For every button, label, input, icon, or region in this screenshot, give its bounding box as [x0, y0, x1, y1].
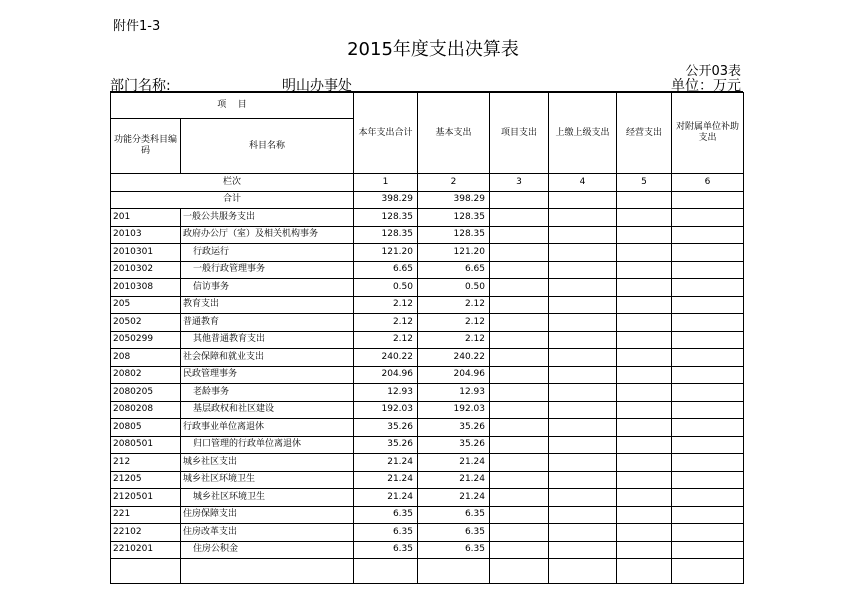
table-row [111, 384, 744, 402]
row-upper-remit [549, 489, 617, 507]
header-subject: 科目名称 [181, 119, 354, 174]
row-upper-remit [549, 524, 617, 542]
row-subject-name: 一般公共服务支出 [181, 209, 354, 227]
row-code: 2210201 [111, 541, 181, 559]
table-row [111, 524, 744, 542]
row-code: 2050299 [111, 331, 181, 349]
row-subject-name: 普通教育 [181, 314, 354, 332]
row-code: 2080205 [111, 384, 181, 402]
row-project-expense [490, 314, 549, 332]
table-row [111, 401, 744, 419]
table-row [111, 366, 744, 384]
column-number: 1 [354, 174, 418, 192]
row-total: 2.12 [354, 314, 418, 332]
row-subject-name: 住房公积金 [181, 541, 354, 559]
row-code: 2120501 [111, 489, 181, 507]
row-subject-name: 城乡社区环境卫生 [181, 489, 354, 507]
table-row [111, 314, 744, 332]
row-project-expense [490, 506, 549, 524]
row-upper-remit [549, 384, 617, 402]
row-total: 21.24 [354, 471, 418, 489]
row-upper-remit [549, 436, 617, 454]
row-upper-remit [549, 279, 617, 297]
row-subsidy [672, 331, 744, 349]
table-row [111, 471, 744, 489]
row-subsidy [672, 209, 744, 227]
expenditure-table [110, 92, 744, 584]
column-number: 6 [672, 174, 744, 192]
row-basic: 21.24 [418, 489, 490, 507]
row-basic: 21.24 [418, 454, 490, 472]
header-business: 经营支出 [617, 93, 672, 174]
header-upper-remit: 上缴上级支出 [549, 93, 617, 174]
row-subject-name: 老龄事务 [181, 384, 354, 402]
row-total: 121.20 [354, 244, 418, 262]
row-subsidy [672, 261, 744, 279]
row-total: 192.03 [354, 401, 418, 419]
table-row [111, 296, 744, 314]
row-total: 12.93 [354, 384, 418, 402]
row-code: 20805 [111, 419, 181, 437]
row-business [617, 454, 672, 472]
table-row [111, 261, 744, 279]
row-upper-remit [549, 401, 617, 419]
row-basic: 6.65 [418, 261, 490, 279]
column-number-label: 栏次 [111, 174, 354, 192]
row-project-expense [490, 209, 549, 227]
row-business [617, 261, 672, 279]
department-name: 明山办事处 [282, 78, 352, 94]
row-upper-remit [549, 261, 617, 279]
row-total: 128.35 [354, 209, 418, 227]
row-subject-name: 行政运行 [181, 244, 354, 262]
row-business [617, 226, 672, 244]
row-business [617, 489, 672, 507]
row-total: 6.35 [354, 524, 418, 542]
row-code: 2080208 [111, 401, 181, 419]
table-row [111, 489, 744, 507]
row-basic: 35.26 [418, 419, 490, 437]
row-business [617, 349, 672, 367]
row-code: 20802 [111, 366, 181, 384]
row-subsidy [672, 489, 744, 507]
row-basic: 121.20 [418, 244, 490, 262]
row-project-expense [490, 384, 549, 402]
row-total: 35.26 [354, 436, 418, 454]
unit-label: 单位：万元 [671, 78, 741, 94]
row-project-expense [490, 454, 549, 472]
row-upper-remit [549, 226, 617, 244]
row-subsidy [672, 314, 744, 332]
row-code: 2010301 [111, 244, 181, 262]
row-project-expense [490, 419, 549, 437]
row-code: 2010308 [111, 279, 181, 297]
total-label: 合计 [111, 191, 354, 209]
row-total: 240.22 [354, 349, 418, 367]
row-total: 2.12 [354, 296, 418, 314]
row-basic: 2.12 [418, 331, 490, 349]
row-code: 22102 [111, 524, 181, 542]
row-basic: 6.35 [418, 506, 490, 524]
department-label: 部门名称: [110, 78, 171, 94]
row-upper-remit [549, 541, 617, 559]
row-basic: 204.96 [418, 366, 490, 384]
row-code: 201 [111, 209, 181, 227]
row-code: 2080501 [111, 436, 181, 454]
row-business [617, 541, 672, 559]
row-business [617, 471, 672, 489]
row-subsidy [672, 349, 744, 367]
row-basic: 35.26 [418, 436, 490, 454]
row-subject-name: 行政事业单位离退休 [181, 419, 354, 437]
row-business [617, 401, 672, 419]
row-project-expense [490, 331, 549, 349]
row-total: 0.50 [354, 279, 418, 297]
row-subsidy [672, 454, 744, 472]
row-basic: 2.12 [418, 296, 490, 314]
table-row [111, 226, 744, 244]
row-project-expense [490, 366, 549, 384]
table-row [111, 454, 744, 472]
row-project-expense [490, 489, 549, 507]
table-row [111, 279, 744, 297]
row-business [617, 209, 672, 227]
row-code: 221 [111, 506, 181, 524]
row-subsidy [672, 471, 744, 489]
page-title: 2015年度支出决算表 [347, 39, 519, 60]
column-number: 4 [549, 174, 617, 192]
row-upper-remit [549, 349, 617, 367]
row-subject-name: 信访事务 [181, 279, 354, 297]
row-project-expense [490, 401, 549, 419]
column-number-row [111, 174, 744, 192]
row-upper-remit [549, 366, 617, 384]
table-row [111, 541, 744, 559]
row-subsidy [672, 279, 744, 297]
row-business [617, 331, 672, 349]
row-code: 20502 [111, 314, 181, 332]
row-subsidy [672, 436, 744, 454]
row-subject-name: 教育支出 [181, 296, 354, 314]
row-project-expense [490, 436, 549, 454]
row-upper-remit [549, 314, 617, 332]
row-project-expense [490, 541, 549, 559]
row-basic: 6.35 [418, 524, 490, 542]
header-project: 项 目 [111, 93, 354, 119]
row-business [617, 524, 672, 542]
row-total: 6.65 [354, 261, 418, 279]
row-upper-remit [549, 419, 617, 437]
attachment-label: 附件1-3 [113, 19, 161, 34]
row-upper-remit [549, 209, 617, 227]
row-basic: 12.93 [418, 384, 490, 402]
row-total: 2.12 [354, 331, 418, 349]
row-subject-name: 归口管理的行政单位离退休 [181, 436, 354, 454]
row-basic: 240.22 [418, 349, 490, 367]
row-subsidy [672, 506, 744, 524]
row-business [617, 366, 672, 384]
row-business [617, 436, 672, 454]
row-code: 2010302 [111, 261, 181, 279]
header-code: 功能分类科目编码 [111, 119, 181, 174]
row-business [617, 244, 672, 262]
header-row-1 [111, 93, 744, 119]
row-upper-remit [549, 471, 617, 489]
row-subject-name: 民政管理事务 [181, 366, 354, 384]
column-number: 3 [490, 174, 549, 192]
row-business [617, 419, 672, 437]
row-subsidy [672, 366, 744, 384]
row-project-expense [490, 296, 549, 314]
table-row [111, 419, 744, 437]
row-basic: 0.50 [418, 279, 490, 297]
row-business [617, 296, 672, 314]
row-subject-name: 住房改革支出 [181, 524, 354, 542]
total-value: 398.29 [354, 191, 418, 209]
row-upper-remit [549, 331, 617, 349]
form-number: 公开03表 [685, 64, 741, 79]
row-basic: 128.35 [418, 209, 490, 227]
row-subject-name: 基层政权和社区建设 [181, 401, 354, 419]
row-basic: 6.35 [418, 541, 490, 559]
header-subsidy: 对附属单位补助支出 [672, 93, 744, 174]
row-subsidy [672, 384, 744, 402]
total-row [111, 191, 744, 209]
row-subject-name: 政府办公厅（室）及相关机构事务 [181, 226, 354, 244]
row-business [617, 506, 672, 524]
row-business [617, 314, 672, 332]
row-total: 6.35 [354, 506, 418, 524]
row-total: 204.96 [354, 366, 418, 384]
column-number: 2 [418, 174, 490, 192]
row-subject-name: 城乡社区环境卫生 [181, 471, 354, 489]
row-subject-name: 一般行政管理事务 [181, 261, 354, 279]
table-row [111, 436, 744, 454]
table-row [111, 506, 744, 524]
row-total: 21.24 [354, 489, 418, 507]
row-project-expense [490, 244, 549, 262]
row-code: 212 [111, 454, 181, 472]
row-basic: 2.12 [418, 314, 490, 332]
row-project-expense [490, 349, 549, 367]
header-project-expense: 项目支出 [490, 93, 549, 174]
row-project-expense [490, 261, 549, 279]
row-upper-remit [549, 296, 617, 314]
row-basic: 192.03 [418, 401, 490, 419]
row-subsidy [672, 296, 744, 314]
row-upper-remit [549, 506, 617, 524]
header-basic: 基本支出 [418, 93, 490, 174]
row-subject-name: 住房保障支出 [181, 506, 354, 524]
row-code: 20103 [111, 226, 181, 244]
row-subsidy [672, 401, 744, 419]
row-business [617, 384, 672, 402]
row-code: 21205 [111, 471, 181, 489]
row-business [617, 279, 672, 297]
row-subsidy [672, 524, 744, 542]
row-subsidy [672, 541, 744, 559]
row-upper-remit [549, 454, 617, 472]
row-upper-remit [549, 244, 617, 262]
empty-row [111, 559, 744, 584]
row-subject-name: 其他普通教育支出 [181, 331, 354, 349]
row-total: 21.24 [354, 454, 418, 472]
row-basic: 128.35 [418, 226, 490, 244]
row-total: 6.35 [354, 541, 418, 559]
row-basic: 21.24 [418, 471, 490, 489]
row-project-expense [490, 279, 549, 297]
row-subsidy [672, 244, 744, 262]
total-basic-value: 398.29 [418, 191, 490, 209]
row-total: 128.35 [354, 226, 418, 244]
row-subsidy [672, 419, 744, 437]
row-subject-name: 城乡社区支出 [181, 454, 354, 472]
row-project-expense [490, 524, 549, 542]
row-project-expense [490, 226, 549, 244]
table-row [111, 209, 744, 227]
row-subject-name: 社会保障和就业支出 [181, 349, 354, 367]
table-row [111, 331, 744, 349]
table-row [111, 244, 744, 262]
row-code: 208 [111, 349, 181, 367]
row-code: 205 [111, 296, 181, 314]
table-row [111, 349, 744, 367]
row-project-expense [490, 471, 549, 489]
column-number: 5 [617, 174, 672, 192]
header-total: 本年支出合计 [354, 93, 418, 174]
row-total: 35.26 [354, 419, 418, 437]
row-subsidy [672, 226, 744, 244]
